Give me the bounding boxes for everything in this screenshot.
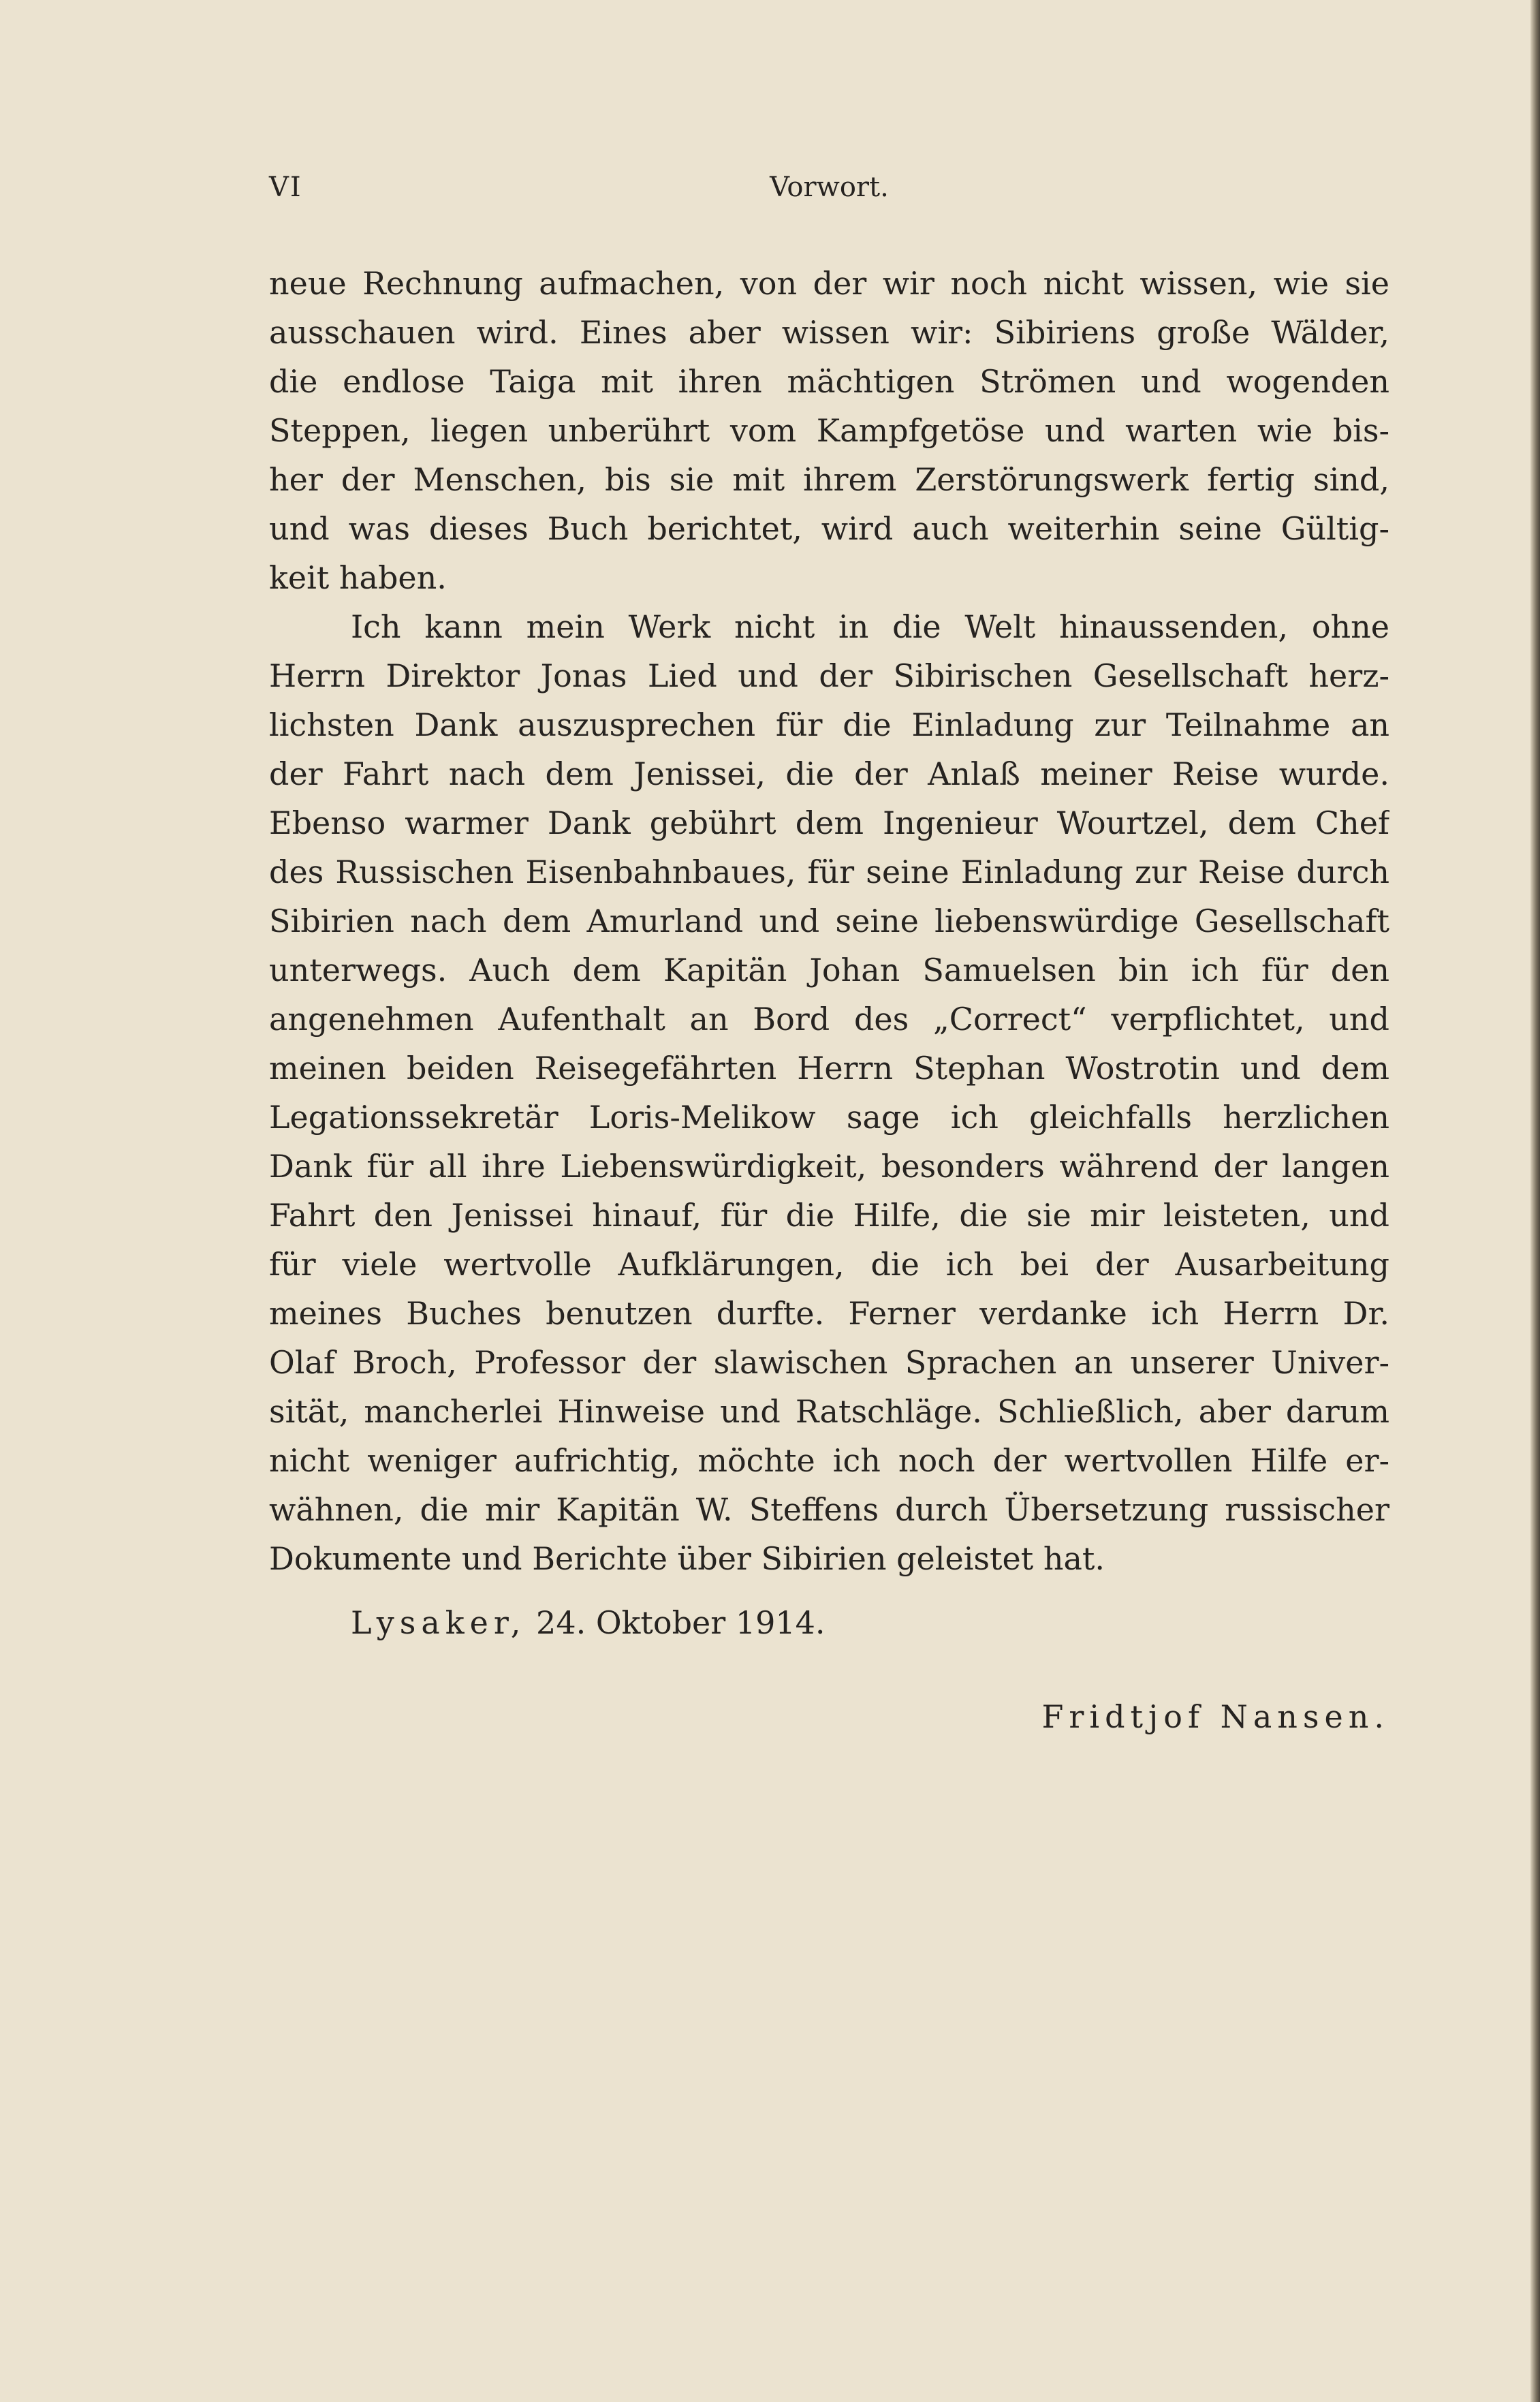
text-line: für viele wertvolle Aufklärungen, die ich bei der Ausarbeitung <box>269 1246 1389 1283</box>
text-line: Dokumente und Berichte über Sibirien geleistet hat. <box>269 1540 1105 1577</box>
text-line: angenehmen Aufenthalt an Bord des „Correct“ verpflichtet, und <box>269 1001 1389 1038</box>
text-line: Ich kann mein Werk nicht in die Welt hinaussenden, ohne <box>351 608 1389 645</box>
place: Lysaker, <box>351 1604 527 1641</box>
text-line: Dank für all ihre Liebenswürdigkeit, besonders während der langen <box>269 1148 1389 1185</box>
text-line: sität, mancherlei Hinweise und Ratschläge. Schließlich, aber darum <box>269 1393 1389 1430</box>
text-line: der Fahrt nach dem Jenissei, die der Anlaß meiner Reise wurde. <box>269 755 1389 792</box>
running-head: Vorwort. <box>770 172 889 203</box>
paragraph-2 <box>269 602 1389 1583</box>
body-text <box>269 259 1389 1583</box>
text-line: meines Buches benutzen durfte. Ferner verdanke ich Herrn Dr. <box>269 1295 1389 1332</box>
page-header <box>269 172 1389 213</box>
page-number: VI <box>269 172 302 203</box>
text-line: Fahrt den Jenissei hinauf, für die Hilfe, die sie mir leisteten, und <box>269 1197 1389 1234</box>
text-line: Legationssekretär Loris-Melikow sage ich gleichfalls herzlichen <box>269 1099 1389 1136</box>
text-line: keit haben. <box>269 559 447 596</box>
text-line: Olaf Broch, Professor der slawischen Sprachen an unserer Univer- <box>269 1344 1389 1381</box>
text-line: ausschauen wird. Eines aber wissen wir: Sibiriens große Wälder, <box>269 314 1389 351</box>
place-and-date <box>351 1598 826 1647</box>
paragraph-1 <box>269 259 1389 602</box>
text-line: neue Rechnung aufmachen, von der wir noch nicht wissen, wie sie <box>269 265 1389 302</box>
page-edge <box>1530 0 1540 2402</box>
text-line: nicht weniger aufrichtig, möchte ich noch der wertvollen Hilfe er- <box>269 1442 1389 1479</box>
text-line: unterwegs. Auch dem Kapitän Johan Samuelsen bin ich für den <box>269 952 1389 988</box>
text-line: wähnen, die mir Kapitän W. Steffens durch Übersetzung russischer <box>269 1491 1389 1528</box>
date: 24. Oktober 1914. <box>536 1604 826 1641</box>
text-line: Ebenso warmer Dank gebührt dem Ingenieur Wourtzel, dem Chef <box>269 805 1389 841</box>
text-line: her der Menschen, bis sie mit ihrem Zerstörungswerk fertig sind, <box>269 461 1389 498</box>
text-line: lichsten Dank auszusprechen für die Einladung zur Teilnahme an <box>269 706 1389 743</box>
text-line: Sibirien nach dem Amurland und seine liebenswürdige Gesellschaft <box>269 903 1389 939</box>
text-line: Steppen, liegen unberührt vom Kampfgetöse und warten wie bis- <box>269 412 1389 449</box>
text-line: meinen beiden Reisegefährten Herrn Stephan Wostrotin und dem <box>269 1050 1389 1087</box>
text-line: Herrn Direktor Jonas Lied und der Sibirischen Gesellschaft herz- <box>269 657 1389 694</box>
text-line: die endlose Taiga mit ihren mächtigen Strömen und wogenden <box>269 363 1389 400</box>
text-line: des Russischen Eisenbahnbaues, für seine Einladung zur Reise durch <box>269 854 1389 890</box>
text-line: und was dieses Buch berichtet, wird auch weiterhin seine Gültig- <box>269 510 1389 547</box>
signature: Fridtjof Nansen. <box>1041 1698 1389 1735</box>
